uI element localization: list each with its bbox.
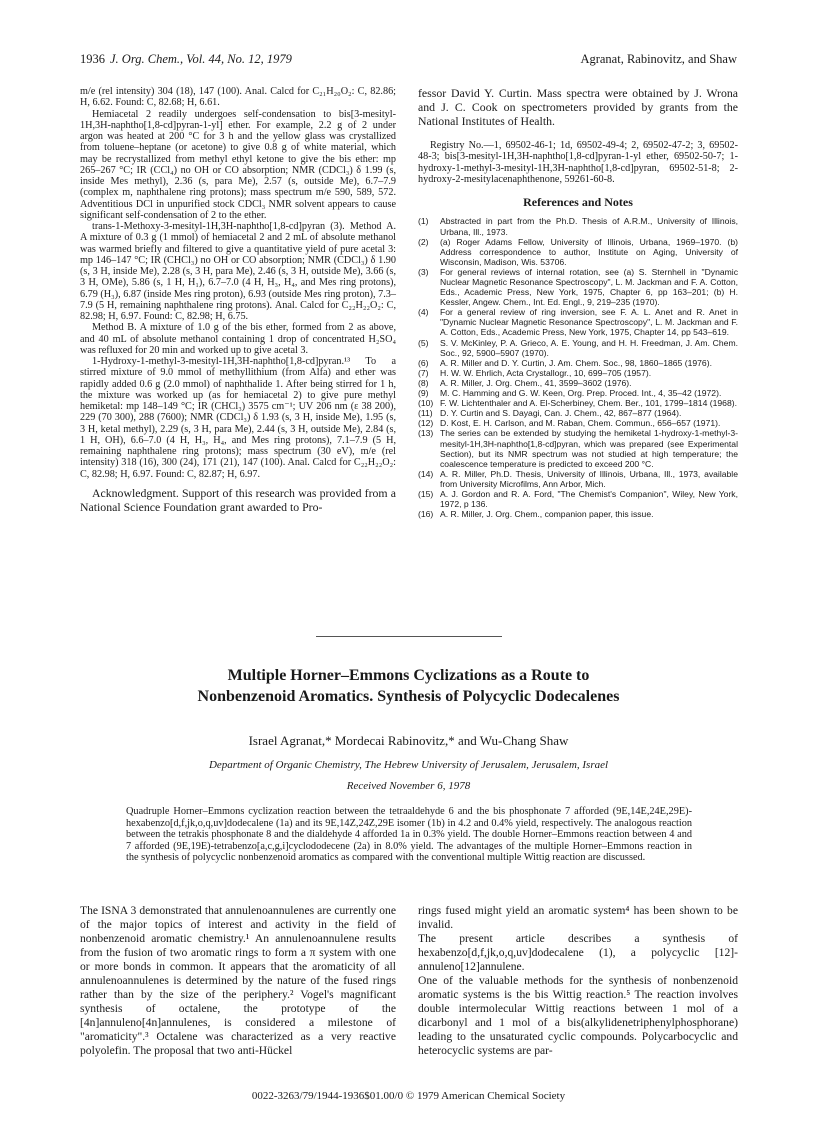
reference-item bbox=[418, 307, 738, 337]
reference-number: (5) bbox=[418, 337, 429, 348]
intro-paragraph: The ISNA 3 demonstrated that annulenoannulenes are currently one of the major topics of interest and activity in the field of nonbenzenoid aromatic chemistry.¹ An annulenoannulene results from the fusion of two aromatic rings to form a π system with one or more bonds in common. It appears that the aromaticity of all annulenoannulenes is determined by the nature of the fused rings rather than by the size of the periphery.² Vogel's magnificant synthesis of octalene, the prototype of the [4n]annuleno[4n]annulenes, is considered a milestone of "aromaticity".³ Octalene was characterized as a very reactive polyolefin. The proposal that two anti-Hückel bbox=[80, 904, 396, 1057]
reference-text: A. J. Gordon and R. A. Ford, "The Chemist's Companion", Wiley, New York, 1972, p 136. bbox=[440, 488, 738, 510]
journal-citation: J. Org. Chem., Vol. 44, No. 12, 1979 bbox=[110, 52, 292, 66]
reference-text: D. Y. Curtin and S. Dayagi, Can. J. Chem., 42, 867–877 (1964). bbox=[440, 408, 682, 419]
reference-item bbox=[418, 267, 738, 307]
reference-item bbox=[418, 378, 738, 388]
running-head-authors: Agranat, Rabinovitz, and Shaw bbox=[580, 52, 737, 66]
reference-number: (6) bbox=[418, 357, 429, 368]
reference-text: For general reviews of internal rotation, see (a) S. Sternhell in "Dynamic Nuclear Magnetic Resonance Spectroscopy", L. M. Jackman and F. A. Cotton, Eds., Academic Press, New York, 1975, Chapter 6, pp 163–201; (b) H. Kessler, Angew. Chem., Int. Ed. Engl., 9, 219–235 (1970). bbox=[440, 266, 738, 308]
reference-number: (11) bbox=[418, 408, 433, 419]
reference-number: (13) bbox=[418, 428, 434, 439]
reference-item bbox=[418, 388, 738, 398]
reference-number: (9) bbox=[418, 388, 429, 399]
reference-number: (3) bbox=[418, 266, 429, 277]
reference-text: S. V. McKinley, P. A. Grieco, A. E. Young, and H. H. Freedman, J. Am. Chem. Soc., 92, 5900–5907 (1970). bbox=[440, 337, 738, 358]
copyright-footer: 0022-3263/79/1944-1936$01.00/0 © 1979 American Chemical Society bbox=[251, 1090, 566, 1102]
reference-item bbox=[418, 418, 738, 428]
article-title bbox=[80, 665, 737, 707]
intro-continued: rings fused might yield an aromatic system⁴ has been shown to be invalid. bbox=[418, 904, 738, 931]
reference-item bbox=[418, 428, 738, 468]
reference-item bbox=[418, 489, 738, 509]
reference-text: A. R. Miller, J. Org. Chem., 41, 3599–3602 (1976). bbox=[440, 377, 632, 388]
reference-number: (1) bbox=[418, 216, 429, 227]
left-column bbox=[80, 86, 396, 514]
reference-number: (14) bbox=[418, 468, 434, 479]
reference-number: (16) bbox=[418, 509, 434, 520]
reference-item bbox=[418, 338, 738, 358]
article-affiliation: Department of Organic Chemistry, The Hebrew University of Jerusalem, Jerusalem, Israel bbox=[208, 759, 609, 771]
right-column bbox=[418, 86, 738, 519]
reference-number: (15) bbox=[418, 488, 434, 499]
reference-text: D. Kost, E. H. Carlson, and M. Raban, Chem. Commun., 656–657 (1971). bbox=[440, 418, 721, 429]
reference-number: (4) bbox=[418, 307, 429, 318]
reference-item bbox=[418, 237, 738, 267]
wittig-paragraph: One of the valuable methods for the synthesis of nonbenzenoid aromatic systems is the bis Wittig reaction.⁵ The reaction involves double intermolecular Wittig reactions between 1 mol of a dicarbonyl and 1 mol of a bis(alkylidenetriphenylphosphorane) leading to the unsaturated cyclic compounds. Polycarbocyclic and heterocyclic systems are par- bbox=[418, 974, 738, 1057]
reference-text: For a general review of ring inversion, see F. A. L. Anet and R. Anet in "Dynamic Nuclear Magnetic Resonance Spectroscopy", L. M. Jackman and F. A. Cotton, Eds., Academic Press, New York, 1975, Chapter 14, pp 543–619. bbox=[440, 307, 738, 338]
reference-text: F. W. Lichtenthaler and A. El-Scherbiney, Chem. Ber., 101, 1799–1814 (1968). bbox=[440, 398, 737, 409]
reference-item bbox=[418, 469, 738, 489]
paragraph-mass-spec: m/e (rel intensity) 304 (18), 147 (100). Anal. Calcd for C₂₁H₂₀O₂: C, 82.86; H, 6.62. Found: C, 82.68; H, 6.61. bbox=[80, 86, 396, 109]
references-list bbox=[418, 216, 738, 519]
reference-number: (10) bbox=[418, 398, 434, 409]
running-head bbox=[80, 52, 737, 68]
article-authors: Israel Agranat,* Mordecai Rabinovitz,* and Wu-Chang Shaw bbox=[248, 733, 569, 748]
body-right-column bbox=[418, 904, 738, 1058]
reference-item bbox=[418, 358, 738, 368]
received-date: Received November 6, 1978 bbox=[346, 780, 471, 792]
page-number: 1936 bbox=[80, 52, 105, 66]
reference-number: (2) bbox=[418, 236, 429, 247]
reference-item bbox=[418, 368, 738, 378]
abstract: Quadruple Horner–Emmons cyclization reaction between the tetraaldehyde 6 and the bis phosphonate 7 afforded (9E,14E,24E,29E)-hexabenzo[d,f,jk,o,q,uv]dodecalene (1a) and its 9E,14Z,24Z,29E isomer (1b) in 4.2 and 0.4% yield, respectively. The analogous reaction between the tetrakis phosphonate 8 and the dialdehyde 4 afforded 1a in 0.3% yield. The double Horner–Emmons reaction between 4 and 7 afforded (9E,19E)-tetrabenzo[a,c,g,i]cyclododecene (2a) in 8.0% yield. The advantages of the multiple Horner–Emmons reaction in the synthesis of polycyclic nonbenzenoid aromatics as compared with the conventional multiple Wittig reaction are discussed. bbox=[126, 806, 692, 864]
reference-text: A. R. Miller, J. Org. Chem., companion paper, this issue. bbox=[440, 509, 654, 520]
paragraph-method-b: Method B. A mixture of 1.0 g of the bis ether, formed from 2 as above, and 40 mL of absolute methanol containing 1 drop of concentrated H₂SO₄ was refluxed for 20 min and worked up to give acetal 3. bbox=[80, 322, 396, 356]
acknowledgment-continued: fessor David Y. Curtin. Mass spectra were obtained by J. Wrona and J. C. Cook on spectrometers provided by grants from the National Institutes of Health. bbox=[418, 86, 738, 128]
reference-number: (12) bbox=[418, 418, 434, 429]
reference-item bbox=[418, 398, 738, 408]
title-line-1: Multiple Horner–Emmons Cyclizations as a Route to bbox=[227, 667, 590, 684]
section-divider bbox=[316, 636, 502, 637]
reference-item bbox=[418, 408, 738, 418]
paragraph-hemiketal: 1-Hydroxy-1-methyl-3-mesityl-1H,3H-naphtho[1,8-cd]pyran.¹³ To a stirred mixture of 9.0 mmol of methyllithium (from Alfa) and ether was rapidly added 0.6 g (2.0 mmol) of naphthalide 1. After being stirred for 1 h, the mixture was worked up (as for hemiacetal 2) to give pure methyl hemiketal: mp 148–149 °C; IR (CHCl₃) 3575 cm⁻¹; UV 206 nm (ε 38 200), 229 (70 300), 288 (7600); NMR (CDCl₃) δ 1.93 (s, 3 H, inside Me), 1.95 (s, 3 H, ketal methyl), 2.29 (s, 3 H, para Me), 2.44 (s, 3 H, outside Me), 2.84 (s, 1 H, OH), 6.6–7.0 (4 H, H₃, H₄, and Mes ring protons), 7.1–7.9 (5 H, remaining naphthalene ring protons); mass spectrum (30 eV), m/e (rel intensity) 318 (16), 300 (24), 171 (21), 147 (100). Anal. Calcd for C₂₂H₂₂O₂: C, 82.98; H, 6.97. Found: C, 82.87; H, 6.97. bbox=[80, 356, 396, 480]
paragraph-bis-ether: Hemiacetal 2 readily undergoes self-condensation to bis[3-mesityl-1H,3H-naphtho[1,8-cd]pyran-1-yl] ether. For example, 2.2 g of 2 under argon was heated at 200 °C for 3 h and the yellow glass was crystallized from toluene–heptane (or acetone) to give 0.8 g of white material, which may be recrystallized from methyl ethyl ketone to give the bis ether: mp 265–267 °C; IR (CCl₄) no OH or CO absorption; NMR (CDCl₃) δ 1.99 (s, inside Mes methyl), 2.36 (s, para Me), 2.57 (s, outside Me), 6.7–7.9 (complex m, naphthalene ring protons); mass spectrum m/e 590, 589, 572. Adventitious DCl in unpurified stock CDCl₃ NMR solvent appears to cause significant self-condensation of 2 to the ether. bbox=[80, 108, 396, 221]
reference-item bbox=[418, 509, 738, 519]
reference-text: Abstracted in part from the Ph.D. Thesis of A.R.M., University of Illinois, Urbana, Ill., 1973. bbox=[440, 216, 738, 237]
reference-text: H. W. W. Ehrlich, Acta Crystallogr., 10, 699–705 (1957). bbox=[440, 367, 652, 378]
registry-numbers: Registry No.—1, 69502-46-1; 1d, 69502-49-4; 2, 69502-47-2; 3, 69502-48-3; bis[3-mesityl-1H,3H-naphtho[1,8-cd]pyran-1-yl ether, 69502-50-7; 1-hydroxy-1-methyl-3-mesityl-1H,3H-naphtho[1,8-cd]pyran, 69502-51-8; 2-hydroxy-2-mesitylacenaphthenone, 59261-60-8. bbox=[418, 140, 738, 185]
reference-text: The series can be extended by studying the hemiketal 1-hydroxy-1-methyl-3-mesityl-1H,3H-naphtho[1,8-cd]pyran, which was prepared (see Experimental Section), but its NMR spectrum was not studied at high temperature; the coalescence temperature is predicted to exceed 200 °C. bbox=[440, 428, 738, 469]
reference-number: (7) bbox=[418, 367, 429, 378]
present-article-paragraph: The present article describes a synthesis of hexabenzo[d,f,jk,o,q,uv]dodecalene (1), a polycyclic [12]-annuleno[12]annulene. bbox=[418, 932, 738, 973]
acknowledgment: Acknowledgment. Support of this research was provided from a National Science Foundation grant awarded to Pro- bbox=[80, 485, 396, 514]
paragraph-method-a: trans-1-Methoxy-3-mesityl-1H,3H-naphtho[1,8-cd]pyran (3). Method A. A mixture of 0.3 g (1 mmol) of hemiacetal 2 and 2 mL of absolute methanol was warmed briefly and filtered to give a quantitative yield of pure acetal 3: mp 146–147 °C; IR (CHCl₃) no OH or CO absorption; NMR (CDCl₃) δ 1.90 (s, 3 H, inside Me), 2.28 (s, 3 H, para Me), 2.46 (s, 3 H, outside Me), 3.66 (s, 3 H, OMe), 5.86 (s, 1 H, H₁), 6.7–7.0 (4 H, H₃, H₄, and Mes ring protons), 6.79 (H₃), 6.87 (inside Mes ring proton), 6.93 (outside Mes ring proton), 7.3–7.9 (5 H, remaining naphthalene ring protons). Anal. Calcd for C₂₂H₂₂O₂: C, 82.98; H, 6.97. Found: C, 82.98; H, 6.75. bbox=[80, 221, 396, 322]
reference-text: (a) Roger Adams Fellow, University of Illinois, Urbana, 1969–1970. (b) Address correspondence to author, Institute on Aging, University of Wisconsin, Madison, Wis. 53706. bbox=[440, 236, 738, 267]
reference-text: A. R. Miller and D. Y. Curtin, J. Am. Chem. Soc., 98, 1860–1865 (1976). bbox=[440, 357, 712, 368]
body-left-column bbox=[80, 904, 396, 1058]
references-heading: References and Notes bbox=[523, 195, 633, 210]
reference-item bbox=[418, 216, 738, 236]
reference-text: M. C. Hamming and G. W. Keen, Org. Prep. Proced. Int., 4, 35–42 (1972). bbox=[440, 388, 722, 399]
reference-text: A. R. Miller, Ph.D. Thesis, University of Illinois, Urbana, Ill., 1973, available from University Microfilms, Ann Arbor, Mich. bbox=[440, 468, 738, 489]
title-line-2: Nonbenzenoid Aromatics. Synthesis of Polycyclic Dodecalenes bbox=[197, 688, 620, 705]
reference-number: (8) bbox=[418, 377, 429, 388]
